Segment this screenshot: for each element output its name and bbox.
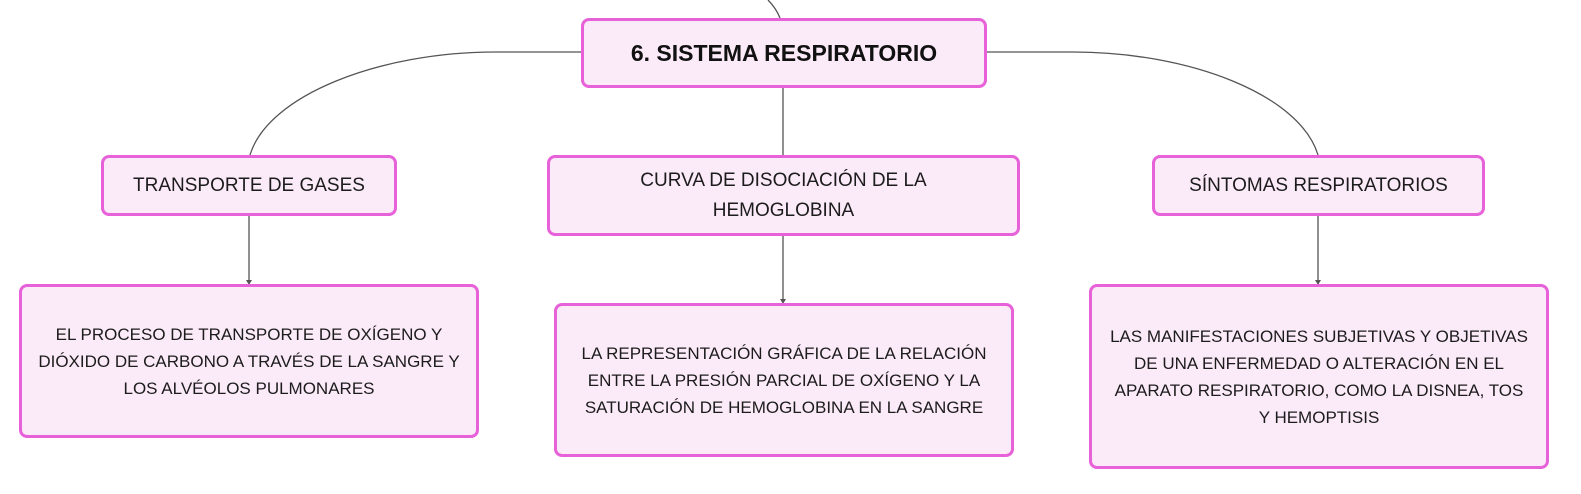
detail-node-transporte-de-gases[interactable] — [19, 284, 479, 438]
detail-node-curva-de-disociacion[interactable] — [554, 303, 1014, 457]
topic-label: SÍNTOMAS RESPIRATORIOS — [1189, 174, 1448, 196]
connector-root-to-sintomas — [987, 52, 1318, 155]
connector-root-to-transporte — [250, 52, 581, 155]
root-title: 6. SISTEMA RESPIRATORIO — [630, 39, 938, 66]
connector-from-parent — [768, 0, 780, 18]
topic-node-sintomas-respiratorios[interactable] — [1152, 155, 1485, 216]
topic-label: TRANSPORTE DE GASES — [133, 174, 365, 196]
topic-node-transporte-de-gases[interactable] — [101, 155, 397, 216]
detail-text: EL PROCESO DE TRANSPORTE DE OXÍGENO Y DIÓXIDO DE CARBONO A TRAVÉS DE LA SANGRE Y LOS ALVÉOLOS PULMONARES — [38, 324, 460, 398]
detail-node-sintomas-respiratorios[interactable] — [1089, 284, 1549, 469]
root-node[interactable] — [581, 18, 987, 88]
detail-text: LAS MANIFESTACIONES SUBJETIVAS Y OBJETIVAS DE UNA ENFERMEDAD O ALTERACIÓN EN EL APARATO RESPIRATORIO, COMO LA DISNEA, TOS Y HEMOPTISIS — [1110, 326, 1528, 427]
topic-label: CURVA DE DISOCIACIÓN DE LA HEMOGLOBINA — [640, 169, 927, 221]
topic-node-curva-de-disociacion[interactable] — [547, 155, 1020, 236]
detail-text: LA REPRESENTACIÓN GRÁFICA DE LA RELACIÓN ENTRE LA PRESIÓN PARCIAL DE OXÍGENO Y LA SATURACIÓN DE HEMOGLOBINA EN LA SANGRE — [581, 343, 987, 417]
